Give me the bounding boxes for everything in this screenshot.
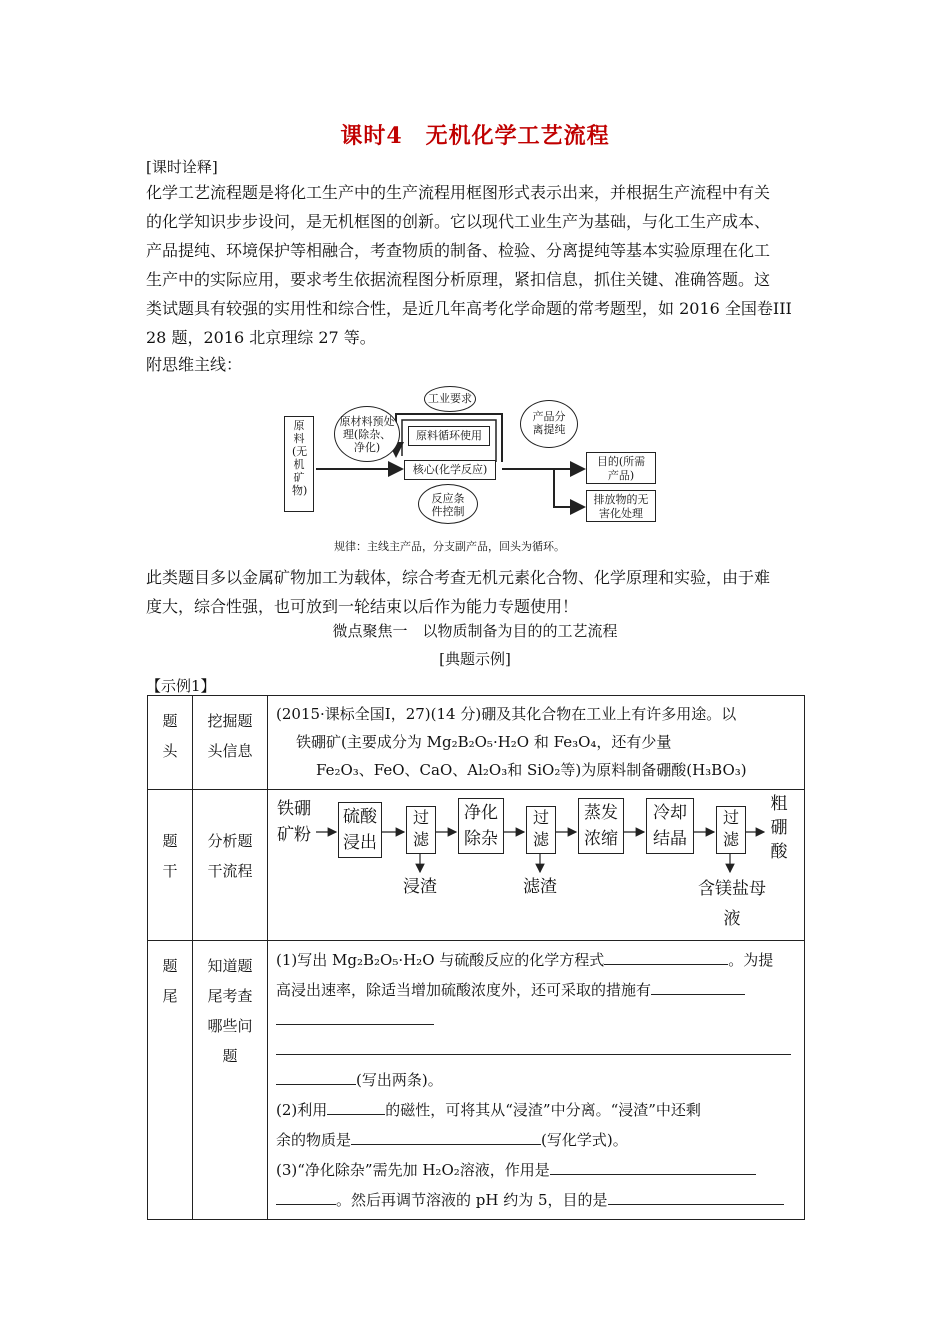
- flow-purify-box: 净化除杂: [458, 798, 504, 854]
- table-row: [148, 941, 805, 1220]
- diagram-waste-box: 排放物的无害化处理: [586, 490, 656, 522]
- diagram-rule-caption: 规律：主线主产品，分支副产品，回头为循环。: [334, 540, 565, 553]
- intro-line: 类试题具有较强的实用性和综合性，是近几年高考化学命题的常考题型，如 2016 全国卷III: [146, 299, 792, 318]
- after-line: 度大，综合性强，也可放到一轮结束以后作为能力专题使用！: [146, 597, 579, 616]
- diagram-core-box: 核心(化学反应): [404, 460, 496, 480]
- example-heading: [典题示例]: [439, 650, 511, 668]
- focus-heading: 微点聚焦一 以物质制备为目的的工艺流程: [332, 622, 618, 640]
- row-head-cell: 题干: [148, 790, 193, 941]
- answer-blank[interactable]: [550, 1156, 756, 1175]
- row-head-cell: 题头: [148, 696, 193, 790]
- answer-blank[interactable]: [604, 946, 728, 965]
- after-line: 此类题目多以金属矿物加工为载体，综合考查无机元素化合物、化学原理和实验，由于难: [146, 568, 771, 587]
- example-table: [147, 695, 805, 1220]
- process-flow-cell: [268, 790, 805, 941]
- flow-mother-liquor: 含镁盐母液: [698, 879, 766, 929]
- question-cell: (1)写出 Mg₂B₂O₅·H₂O 与硫酸反应的化学方程式 。为提 高浸出速率，除适当增加硫酸浓度外，还可采取的措施有 (写出两条)。 (2)利用 的磁性，可将其从“浸渣”中分离。“浸渣”中还剩 余的物质是 (写化学式)。 (3)“净化除杂”需先加 H₂O₂溶液，作用是 。然后再调节溶液的 pH 约为 5，目的是: [268, 941, 805, 1220]
- answer-blank[interactable]: [276, 1036, 791, 1055]
- answer-blank[interactable]: [608, 1186, 784, 1205]
- answer-blank[interactable]: [327, 1096, 385, 1115]
- question-3: (3)“净化除杂”需先加 H₂O₂溶液，作用是: [276, 1155, 796, 1185]
- flow-filter1-box: 过滤: [406, 806, 436, 854]
- example-label: 【示例1】: [146, 677, 216, 695]
- row-content-cell: (2015·课标全国Ⅰ，27)(14 分)硼及其化合物在工业上有许多用途。以 铁硼矿(主要成分为 Mg₂B₂O₅·H₂O 和 Fe₃O₄，还有少量 Fe₂O₃、FeO、CaO、Al₂O₃和 SiO₂等)为原料制备硼酸(H₃BO₃): [268, 696, 805, 790]
- flow-residue1: 浸渣: [403, 877, 437, 897]
- question-2: (2)利用 的磁性，可将其从“浸渣”中分离。“浸渣”中还剩: [276, 1095, 796, 1125]
- answer-blank[interactable]: [276, 1006, 434, 1025]
- answer-blank[interactable]: [351, 1126, 541, 1145]
- diagram-recycle-box: 原料循环使用: [408, 426, 490, 446]
- flow-residue2: 滤渣: [523, 877, 557, 897]
- diagram-raw-material: 原料(无机矿物): [284, 416, 314, 512]
- intro-line: 化学工艺流程题是将化工生产中的生产流程用框图形式表示出来，并根据生产流程中有关: [146, 183, 771, 202]
- diagram-industry-bubble: 工业要求: [424, 386, 476, 412]
- flow-leach-box: 硫酸浸出: [338, 802, 382, 858]
- process-flow: [268, 790, 798, 940]
- mindmap-diagram: [284, 380, 674, 560]
- diagram-reaction-bubble: 反应条件控制: [418, 484, 478, 524]
- question-1: (1)写出 Mg₂B₂O₅·H₂O 与硫酸反应的化学方程式 。为提: [276, 945, 796, 975]
- table-row: [148, 790, 805, 941]
- flow-ore: 铁硼矿粉: [277, 799, 311, 845]
- row-head-cell: 题尾: [148, 941, 193, 1220]
- answer-blank[interactable]: [651, 976, 745, 995]
- intro-paragraph: [146, 178, 806, 352]
- flow-filter2-box: 过滤: [526, 806, 556, 854]
- row-desc-cell: 挖掘题头信息: [193, 696, 268, 790]
- intro-line: 28 题，2016 北京理综 27 等。: [146, 328, 376, 347]
- mindmap-label: 附思维主线：: [146, 355, 243, 374]
- diagram-pretreatment-bubble: 原材料预处理(除杂、净化): [334, 406, 400, 462]
- section-label: [课时诠释]: [146, 158, 218, 176]
- page-title: 课时4 无机化学工艺流程: [340, 123, 610, 149]
- row-desc-cell: 知道题尾考查哪些问题: [193, 941, 268, 1220]
- intro-line: 生产中的实际应用，要求考生依据流程图分析原理，紧扣信息，抓住关键、准确答题。这: [146, 270, 771, 289]
- intro-line: 产品提纯、环境保护等相融合，考查物质的制备、检验、分离提纯等基本实验原理在化工: [146, 241, 771, 260]
- diagram-goal-box: 目的(所需产品): [586, 452, 656, 484]
- answer-blank[interactable]: [276, 1186, 336, 1205]
- intro-line: 的化学知识步步设问，是无机框图的创新。它以现代工业生产为基础，与化工生产成本、: [146, 212, 771, 231]
- flow-cool-box: 冷却结晶: [646, 798, 694, 854]
- after-paragraph: [146, 563, 806, 621]
- diagram-separation-bubble: 产品分离提纯: [520, 400, 578, 448]
- table-row: [148, 696, 805, 790]
- answer-blank[interactable]: [276, 1066, 356, 1085]
- flow-filter3-box: 过滤: [716, 806, 746, 854]
- row-desc-cell: 分析题干流程: [193, 790, 268, 941]
- flow-product: 粗硼酸: [770, 794, 788, 862]
- flow-evaporate-box: 蒸发浓缩: [578, 798, 624, 854]
